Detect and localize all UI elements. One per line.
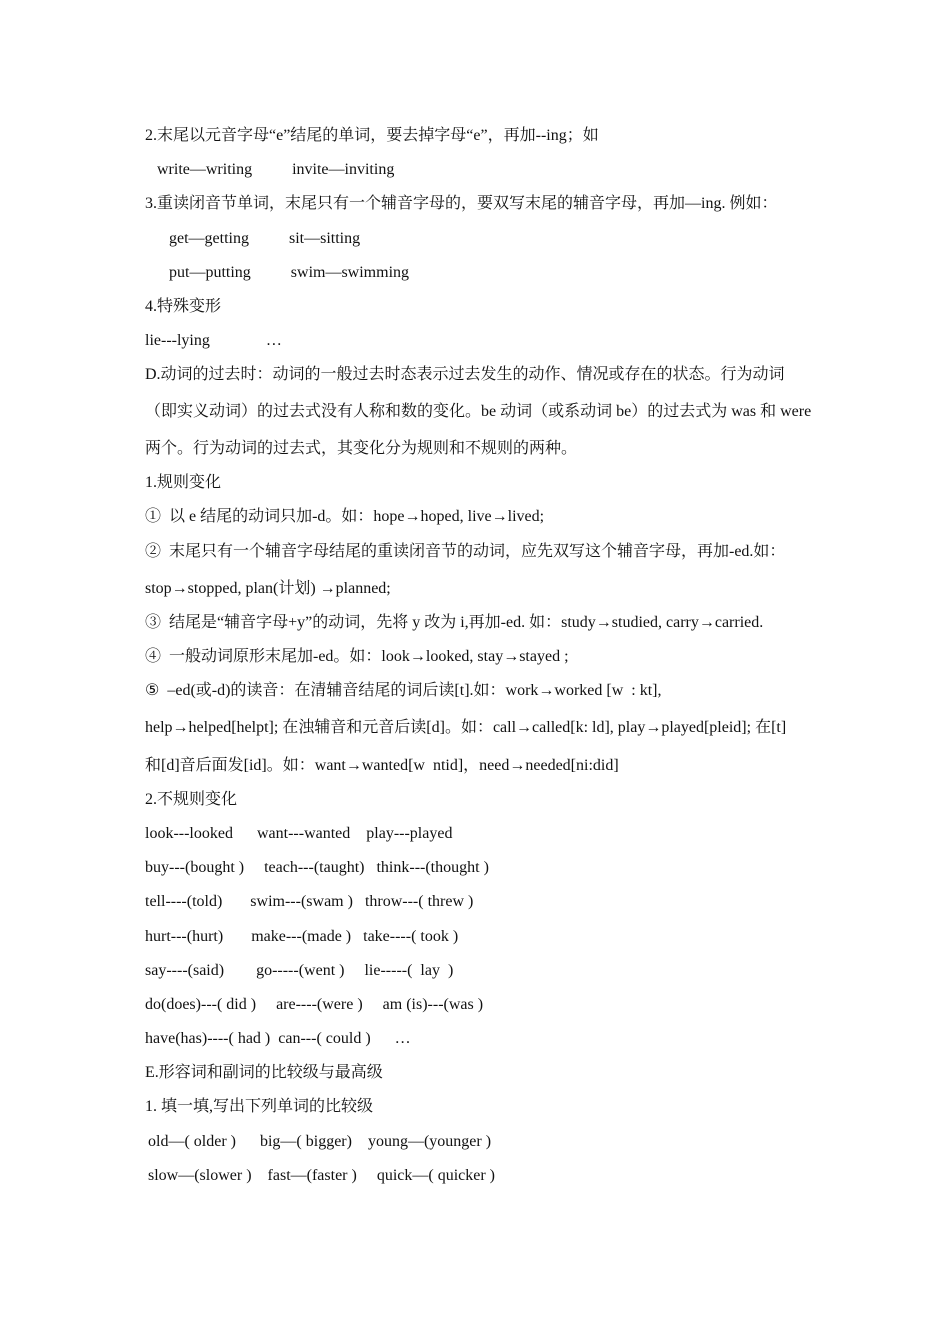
text-line: buy---(bought ) teach---(taught) think---(thought ) (145, 859, 489, 876)
text-line: slow—(slower ) fast—(faster ) quick—( quicker ) (148, 1167, 496, 1184)
text-line: lie---lying … (145, 332, 282, 349)
text-line: have(has)----( had ) can---( could ) … (145, 1030, 411, 1047)
text-line: do(does)---( did ) are----(were ) am (is)---(was ) (145, 996, 484, 1013)
text-line: old—( older ) big—( bigger) young—(younger ) (148, 1133, 492, 1150)
text-line: hurt---(hurt) make---(made ) take----( took ) (145, 928, 459, 945)
text-line: ③ 结尾是“辅音字母+y”的动词，先将 y 改为 i,再加-ed. 如：study→studied, carry→carried. (145, 614, 764, 631)
text-line: put—putting swim—swimming (169, 264, 410, 281)
text-line: 2.末尾以元音字母“e”结尾的单词，要去掉字母“e”，再加--ing；如 (145, 127, 599, 144)
text-line: look---looked want---wanted play---played (145, 825, 453, 842)
text-line: （即实义动词）的过去式没有人称和数的变化。be 动词（或系动词 be）的过去式为 was 和 were (145, 403, 812, 420)
text-line: 4.特殊变形 (145, 298, 222, 315)
text-line: 两个。行为动词的过去式，其变化分为规则和不规则的两种。 (145, 440, 578, 457)
text-line: 和[d]音后面发[id]。如：want→wanted[w ntid]，need→needed[ni:did] (145, 757, 619, 774)
text-line: 3.重读闭音节单词，末尾只有一个辅音字母的，要双写末尾的辅音字母，再加—ing. 例如： (145, 195, 778, 212)
text-line: ① 以 e 结尾的动词只加-d。如：hope→hoped, live→lived; (145, 508, 545, 525)
text-line: ④ 一般动词原形末尾加-ed。如：look→looked, stay→stayed ; (145, 648, 569, 665)
text-line: ⑤ –ed(或-d)的读音：在清辅音结尾的词后读[t].如：work→worked [w : kt], (145, 682, 662, 699)
text-line: 2.不规则变化 (145, 791, 238, 808)
text-line: ② 末尾只有一个辅音字母结尾的重读闭音节的动词，应先双写这个辅音字母，再加-ed.如： (145, 543, 786, 560)
text-line: E.形容词和副词的比较级与最高级 (145, 1064, 383, 1081)
text-line: stop→stopped, plan(计划) →planned; (145, 580, 391, 597)
text-line: help→helped[helpt]; 在浊辅音和元音后读[d]。如：call→called[k: ld], play→played[pleid]; 在[t] (145, 719, 787, 736)
text-line: D.动词的过去时：动词的一般过去时态表示过去发生的动作、情况或存在的状态。行为动词 (145, 366, 785, 383)
text-line: 1.规则变化 (145, 474, 222, 491)
text-line: get—getting sit—sitting (169, 230, 361, 247)
text-line: say----(said) go-----(went ) lie-----( lay ) (145, 962, 454, 979)
text-line: 1. 填一填,写出下列单词的比较级 (145, 1098, 374, 1115)
text-line: write—writing invite—inviting (157, 161, 395, 178)
text-line: tell----(told) swim---(swam ) throw---( threw ) (145, 893, 474, 910)
